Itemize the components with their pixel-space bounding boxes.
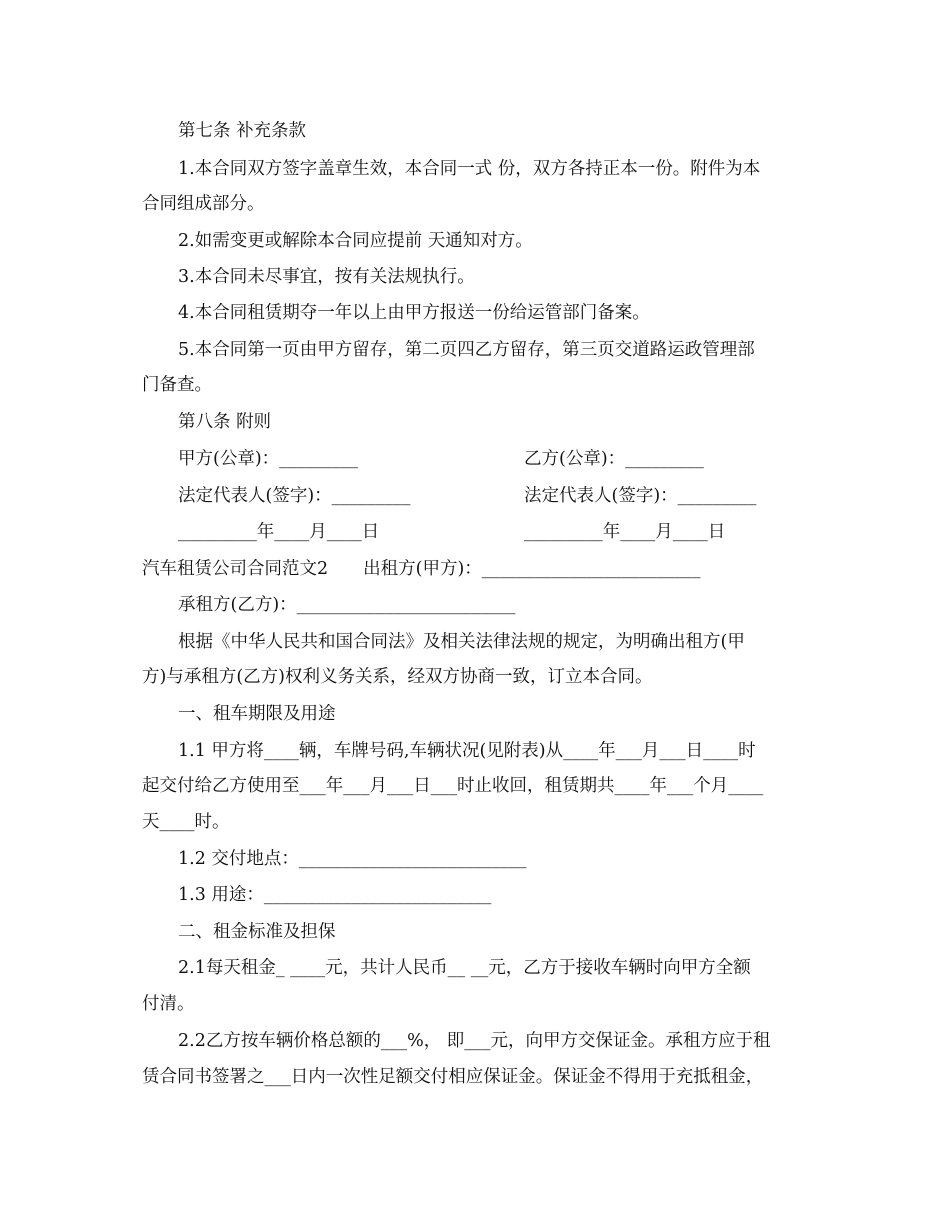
clause-1-1-line-2: 起交付给乙方使用至___年___月___日___时止收回，租赁期共____年___个月____ — [142, 776, 764, 796]
clause-7-1-line-1: 1.本合同双方签字盖章生效，本合同一式 份，双方各持正本一份。附件为本 — [178, 159, 761, 179]
party-a-date: _________年____月____日 — [178, 522, 380, 542]
clause-1-1-line-3: 天____时。 — [142, 812, 230, 832]
intro-line-2: 方)与承租方(乙方)权利义务关系，经双方协商一致，订立本合同。 — [142, 667, 653, 687]
clause-7-5-line-2: 门备查。 — [142, 375, 212, 395]
clause-2-2-line-1: 2.2乙方按车辆价格总额的___%， 即___元，向甲方交保证金。承租方应于租 — [178, 1031, 771, 1051]
clause-7-3: 3.本合同未尽事宜，按有关法规执行。 — [178, 267, 475, 287]
party-a-seal: 甲方(公章)：_________ — [178, 449, 358, 469]
section-1-title: 一、租车期限及用途 — [178, 704, 336, 724]
contract-2-title-lessor: 汽车租赁公司合同范文2 出租方(甲方)：_________________________ — [142, 559, 701, 579]
party-b-representative: 法定代表人(签字)：_________ — [524, 486, 757, 506]
clause-2-2-line-2: 赁合同书签署之___日内一次性足额交付相应保证金。保证金不得用于充抵租金， — [142, 1067, 764, 1087]
party-a-representative: 法定代表人(签字)：_________ — [178, 486, 411, 506]
clause-1-1-line-1: 1.1 甲方将____辆，车牌号码,车辆状况(见附表)从____年___月___日____时 — [178, 741, 756, 761]
clause-1-2: 1.2 交付地点：__________________________ — [178, 849, 527, 869]
party-b-date: _________年____月____日 — [524, 522, 726, 542]
clause-1-3: 1.3 用途：__________________________ — [178, 885, 492, 905]
party-b-seal: 乙方(公章)：_________ — [524, 449, 704, 469]
intro-line-1: 根据《中华人民共和国合同法》及相关法律法规的规定，为明确出租方(甲 — [178, 632, 745, 652]
section-2-title: 二、租金标准及担保 — [178, 922, 336, 942]
section-8-title: 第八条 附则 — [178, 412, 272, 432]
section-7-title: 第七条 补充条款 — [178, 121, 307, 141]
clause-7-4: 4.本合同租赁期夺一年以上由甲方报送一份给运管部门备案。 — [178, 303, 650, 323]
clause-2-1-line-2: 付清。 — [142, 994, 195, 1014]
clause-7-1-line-2: 合同组成部分。 — [142, 194, 265, 214]
clause-2-1-line-1: 2.1每天租金_ ____元，共计人民币__ __元，乙方于接收车辆时向甲方全额 — [178, 958, 751, 978]
clause-7-2: 2.如需变更或解除本合同应提前 天通知对方。 — [178, 231, 533, 251]
clause-7-5-line-1: 5.本合同第一页由甲方留存，第二页四乙方留存，第三页交道路运政管理部 — [178, 340, 755, 360]
lessee-line: 承租方(乙方)：_________________________ — [178, 595, 516, 615]
